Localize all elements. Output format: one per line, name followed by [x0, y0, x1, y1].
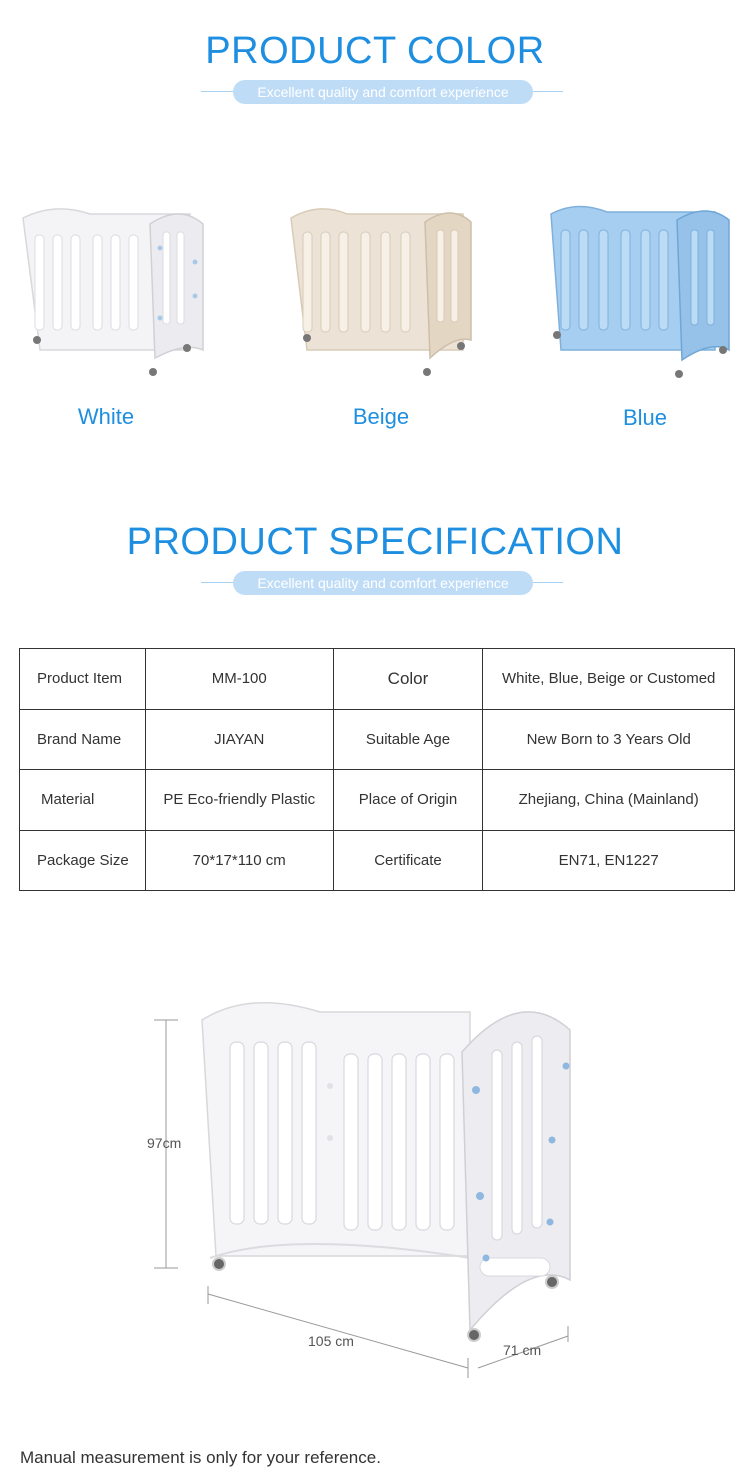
- spec-label: Package Size: [20, 830, 146, 891]
- length-guide-line: [208, 1294, 468, 1368]
- divider-left: [201, 582, 233, 583]
- color-section-subtitle: Excellent quality and comfort experience: [233, 80, 533, 104]
- crib-drawing: [291, 209, 471, 376]
- crib-drawing: [551, 206, 729, 378]
- spec-section-subtitle: Excellent quality and comfort experience: [233, 571, 533, 595]
- spec-section-subtitle-row: [0, 571, 750, 595]
- spec-value: EN71, EN1227: [483, 830, 735, 891]
- spec-value: 70*17*110 cm: [145, 830, 333, 891]
- table-row: [20, 649, 735, 710]
- table-row: [20, 709, 735, 770]
- divider-right: [533, 91, 563, 92]
- color-section-title: PRODUCT COLOR: [205, 30, 545, 72]
- spec-label: Brand Name: [20, 709, 146, 770]
- blue-crib-image: [547, 200, 737, 380]
- table-row: [20, 770, 735, 831]
- spec-label: Suitable Age: [333, 709, 483, 770]
- spec-value: New Born to 3 Years Old: [483, 709, 735, 770]
- spec-value: JIAYAN: [145, 709, 333, 770]
- spec-label: Material: [20, 770, 146, 831]
- width-dimension-label: 71 cm: [503, 1342, 542, 1358]
- height-dimension-label: 97cm: [147, 1135, 182, 1151]
- color-section-subtitle-row: [0, 80, 750, 104]
- divider-right: [533, 582, 563, 583]
- color-label-white: White: [77, 404, 135, 429]
- beige-crib-image: [285, 200, 475, 380]
- spec-label: Certificate: [333, 830, 483, 891]
- spec-label: Place of Origin: [333, 770, 483, 831]
- divider-left: [201, 91, 233, 92]
- specification-table: [19, 648, 735, 891]
- table-row: [20, 830, 735, 891]
- crib-drawing: [23, 209, 203, 376]
- length-dimension-label: 105 cm: [308, 1333, 354, 1349]
- measurement-footnote: Manual measurement is only for your reference.: [20, 1448, 381, 1467]
- spec-value: Zhejiang, China (Mainland): [483, 770, 735, 831]
- spec-label: Color: [333, 649, 483, 710]
- white-crib-image: [15, 200, 205, 380]
- color-label-blue: Blue: [622, 405, 668, 430]
- spec-value: PE Eco-friendly Plastic: [145, 770, 333, 831]
- crib-dimension-image: [140, 990, 600, 1400]
- color-label-beige: Beige: [352, 404, 410, 429]
- spec-value: White, Blue, Beige or Customed: [483, 649, 735, 710]
- spec-value: MM-100: [145, 649, 333, 710]
- spec-label: Product Item: [20, 649, 146, 710]
- spec-section-title: PRODUCT SPECIFICATION: [126, 521, 624, 563]
